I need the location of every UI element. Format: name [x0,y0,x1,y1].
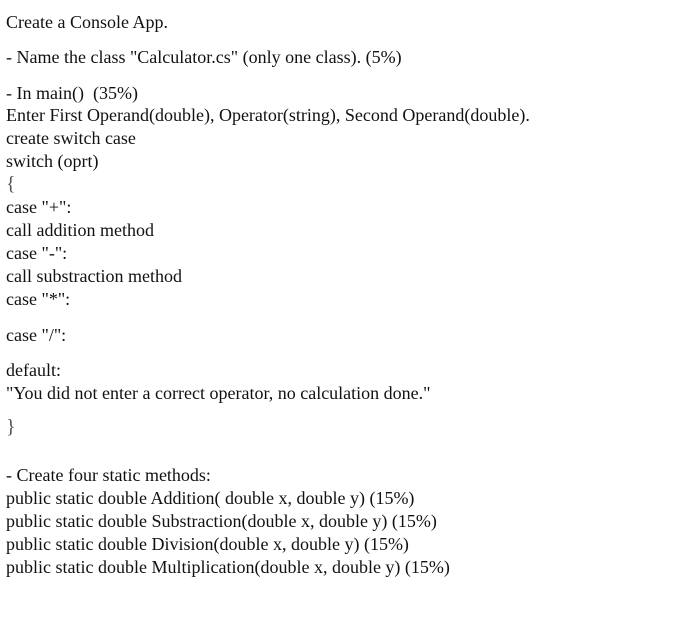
main-instruction-line: switch (oprt) [6,151,99,171]
case-divide: case "/": [6,325,67,345]
switch-case-line: call addition method [6,220,154,240]
default-message: "You did not enter a correct operator, no calculation done." [6,383,431,403]
switch-case-line: case "-": [6,243,68,263]
method-signature: public static double Division(double x, double y) (15%) [6,534,409,554]
switch-case-line: call substraction method [6,266,182,286]
main-heading: - In main() (35%) [6,83,138,103]
open-brace: { [6,173,16,195]
switch-case-line: case "+": [6,197,72,217]
methods-heading: - Create four static methods: [6,465,211,485]
switch-case-line: case "*": [6,289,71,309]
main-instruction-line: Enter First Operand(double), Operator(string), Second Operand(double). [6,105,530,125]
class-instruction: - Name the class "Calculator.cs" (only one class). (5%) [6,47,402,67]
method-signature: public static double Multiplication(double x, double y) (15%) [6,557,450,577]
method-signature: public static double Addition( double x, double y) (15%) [6,488,415,508]
main-instruction-line: create switch case [6,128,136,148]
method-signature: public static double Substraction(double x, double y) (15%) [6,511,437,531]
document-title: Create a Console App. [6,12,168,32]
default-label: default: [6,360,61,380]
close-brace: } [6,416,16,438]
